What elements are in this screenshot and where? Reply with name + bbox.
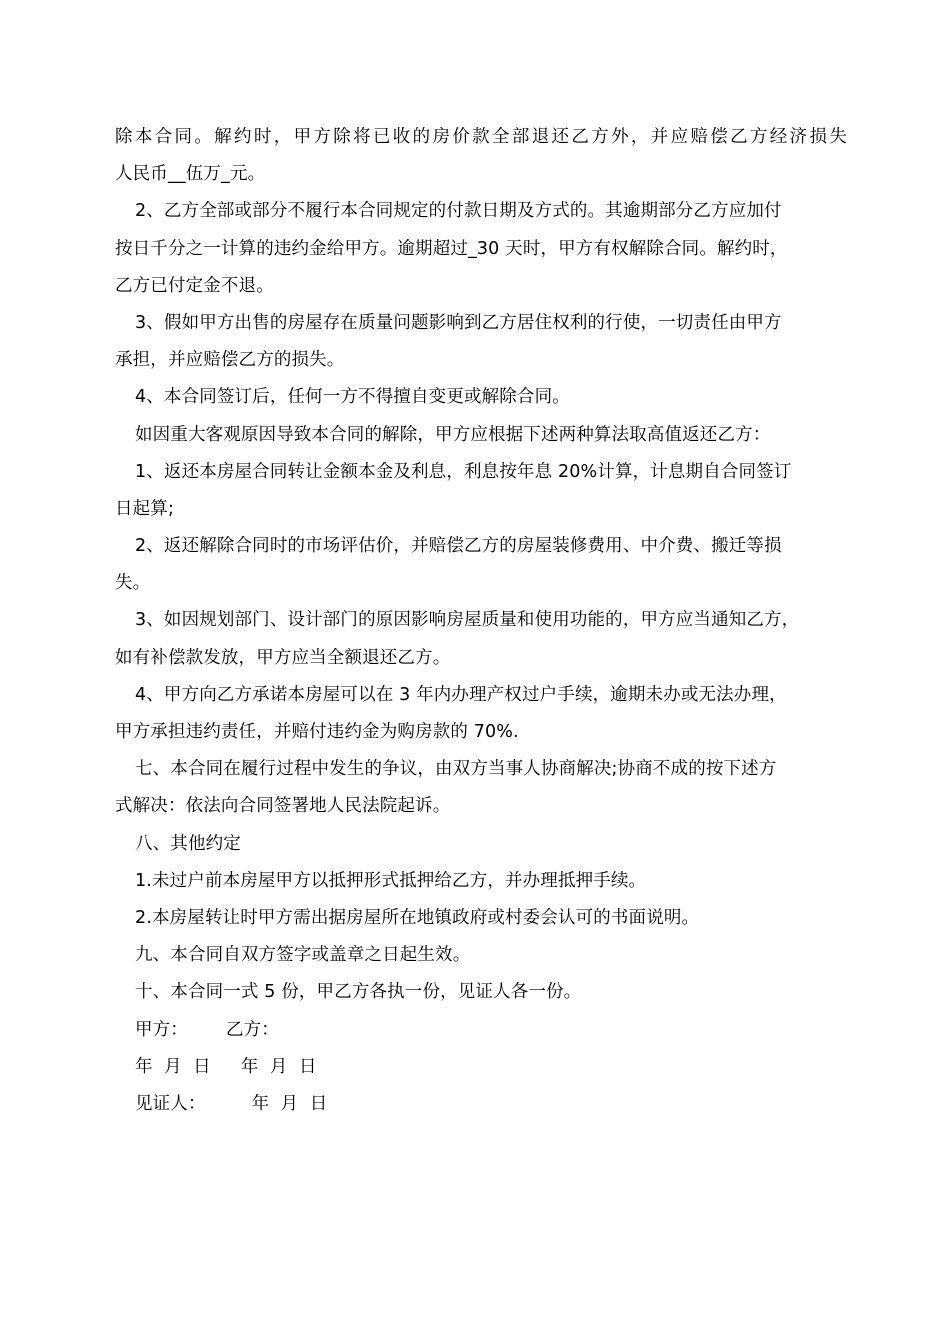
paragraph-line: 乙方已付定金不退。 (115, 275, 274, 296)
witness-date: 年 月 日 (251, 1093, 328, 1114)
paragraph-line: 如有补偿款发放，甲方应当全额退还乙方。 (115, 647, 451, 668)
witness-label: 见证人： (135, 1093, 206, 1114)
clause-line: 九、本合同自双方签字或盖章之日起生效。 (135, 945, 471, 966)
clause-line: 1、返还本房屋合同转让金额本金及利息，利息按年息 20%计算，计息期自合同签订 (135, 461, 792, 482)
paragraph-line: 除本合同。解约时，甲方除将已收的房价款全部退还乙方外，并应赔偿乙方经济损失 (115, 127, 847, 147)
clause-line: 如因重大客观原因导致本合同的解除，甲方应根据下述两种算法取高值返还乙方： (135, 424, 771, 445)
paragraph-line: 失。 (115, 573, 151, 594)
clause-line: 2、返还解除合同时的市场评估价，并赔偿乙方的房屋装修费用、中介费、搬迁等损 (135, 536, 782, 557)
paragraph-line: 承担，并应赔偿乙方的损失。 (115, 350, 345, 371)
clause-line: 七、本合同在履行过程中发生的争议，由双方当事人协商解决;协商不成的按下述方 (135, 759, 777, 780)
clause-line: 3、假如甲方出售的房屋存在质量问题影响到乙方居住权利的行使，一切责任由甲方 (135, 312, 782, 333)
party-a-date: 年 月 日 (135, 1056, 211, 1077)
clause-line: 4、本合同签订后，任何一方不得擅自变更或解除合同。 (135, 387, 570, 408)
paragraph-line: 按日千分之一计算的违约金给甲方。逾期超过_30 天时，甲方有权解除合同。解约时， (115, 238, 788, 259)
clause-line: 2.本房屋转让时甲方需出据房屋所在地镇政府或村委会认可的书面说明。 (135, 907, 700, 928)
witness-row (115, 1086, 847, 1123)
signature-dates-row (115, 1049, 847, 1086)
clause-line: 1.未过户前本房屋甲方以抵押形式抵押给乙方，并办理抵押手续。 (135, 870, 647, 891)
paragraph-line: 人民币__伍万_元。 (115, 164, 266, 185)
clause-line: 十、本合同一式 5 份，甲乙方各执一份，见证人各一份。 (135, 982, 582, 1003)
section-heading: 八、其他约定 (135, 833, 241, 854)
paragraph-line: 甲方承担违约责任，并赔付违约金为购房款的 70%. (115, 722, 519, 742)
paragraph-line: 日起算; (115, 498, 174, 519)
paragraph-line: 式解决：依法向合同签署地人民法院起诉。 (115, 796, 451, 817)
contract-body (115, 119, 847, 1123)
clause-line: 4、甲方向乙方承诺本房屋可以在 3 年内办理产权过户手续，逾期未办或无法办理， (135, 684, 787, 705)
party-b-date: 年 月 日 (240, 1056, 317, 1077)
clause-line: 3、如因规划部门、设计部门的原因影响房屋质量和使用功能的，甲方应当通知乙方， (135, 610, 800, 631)
party-b-label: 乙方： (225, 1019, 279, 1040)
clause-line: 2、乙方全部或部分不履行本合同规定的付款日期及方式的。其逾期部分乙方应加付 (135, 201, 782, 222)
signature-parties-row (115, 1012, 847, 1049)
party-a-label: 甲方： (135, 1019, 188, 1040)
